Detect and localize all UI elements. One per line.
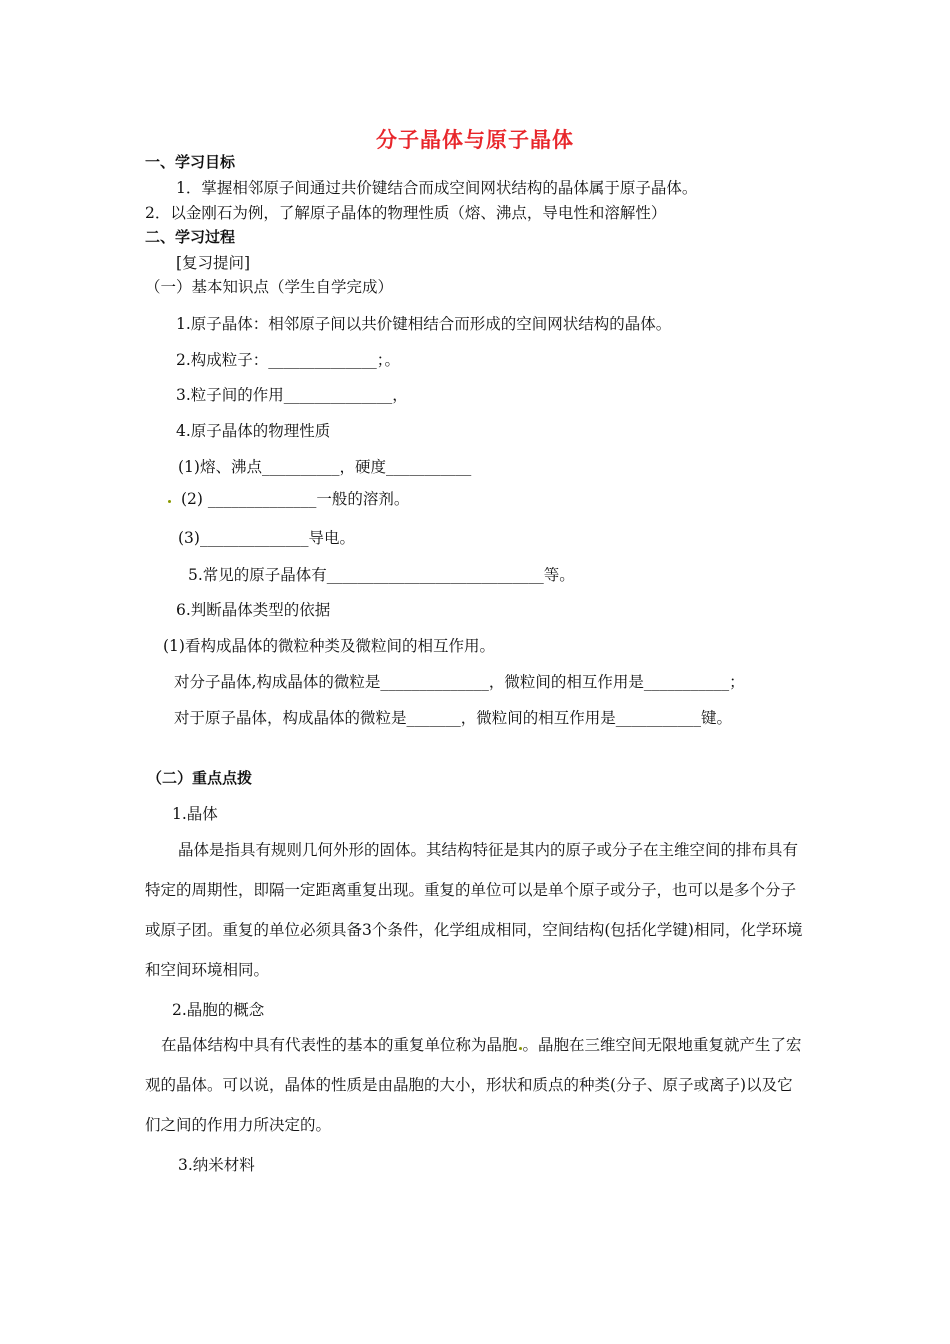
point-3-title: 3.纳米材料 [178, 1156, 255, 1174]
green-dot-mark [168, 500, 171, 503]
question-2: 2.构成粒子：______________；。 [176, 351, 401, 369]
question-4: 4.原子晶体的物理性质 [176, 422, 331, 440]
question-5: 5.常见的原子晶体有____________________________等。 [188, 566, 575, 584]
subsection-basic: （一）基本知识点（学生自学完成） [145, 278, 394, 296]
goal-item-2: 2．以金刚石为例，了解原子晶体的物理性质（熔、沸点，导电性和溶解性） [145, 204, 667, 222]
point-1-text: 晶体是指具有规则几何外形的固体。其结构特征是其内的原子或分子在主维空间的排布具有特定的周期性，即隔一定距离重复出现。重复的单位可以是单个原子或分子，也可以是多个分子或原子团。重复的单位必须具备3个条件，化学组成相同，空间结构(包括化学键)相同，化学环境和空间环境相同。 [145, 841, 803, 979]
point-2-text [145, 1025, 807, 1145]
question-3: 3.粒子间的作用______________， [176, 386, 408, 404]
question-6c: 对于原子晶体，构成晶体的微粒是_______，微粒间的相互作用是___________键。 [174, 709, 733, 727]
point-2-text-b: 。晶胞在三维空间无限地重复就产生了宏观的晶体。可以说，晶体的性质是由晶胞的大小，形状和质点的种类(分子、原子或离子)以及它们之间的作用力所决定的。 [145, 1036, 802, 1134]
question-6: 6.判断晶体类型的依据 [176, 601, 331, 619]
section-heading-process: 二、学习过程 [145, 228, 236, 246]
page-title: 分子晶体与原子晶体 [376, 128, 574, 152]
section-heading-key-points: （二）重点点拨 [147, 769, 253, 787]
question-4b: (2) ______________一般的溶剂。 [181, 490, 410, 508]
point-2-text-a: 在晶体结构中具有代表性的基本的重复单位称为晶胞 [161, 1036, 518, 1054]
point-2-title: 2.晶胞的概念 [172, 1001, 265, 1019]
question-6b: 对分子晶体,构成晶体的微粒是______________，微粒间的相互作用是___________； [174, 673, 745, 691]
question-4c: (3)______________导电。 [178, 529, 355, 547]
green-dot-inline [519, 1047, 522, 1050]
review-label: [复习提问] [176, 254, 251, 272]
goal-item-1: 1．掌握相邻原子间通过共价键结合而成空间网状结构的晶体属于原子晶体。 [176, 179, 698, 197]
question-6a: (1)看构成晶体的微粒种类及微粒间的相互作用。 [163, 637, 495, 655]
question-4a: (1)熔、沸点__________，硬度___________ [178, 458, 472, 476]
question-1: 1.原子晶体：相邻原子间以共价键相结合而形成的空间网状结构的晶体。 [176, 315, 672, 333]
section-heading-goals: 一、学习目标 [145, 153, 236, 171]
point-1-title: 1.晶体 [172, 805, 218, 823]
